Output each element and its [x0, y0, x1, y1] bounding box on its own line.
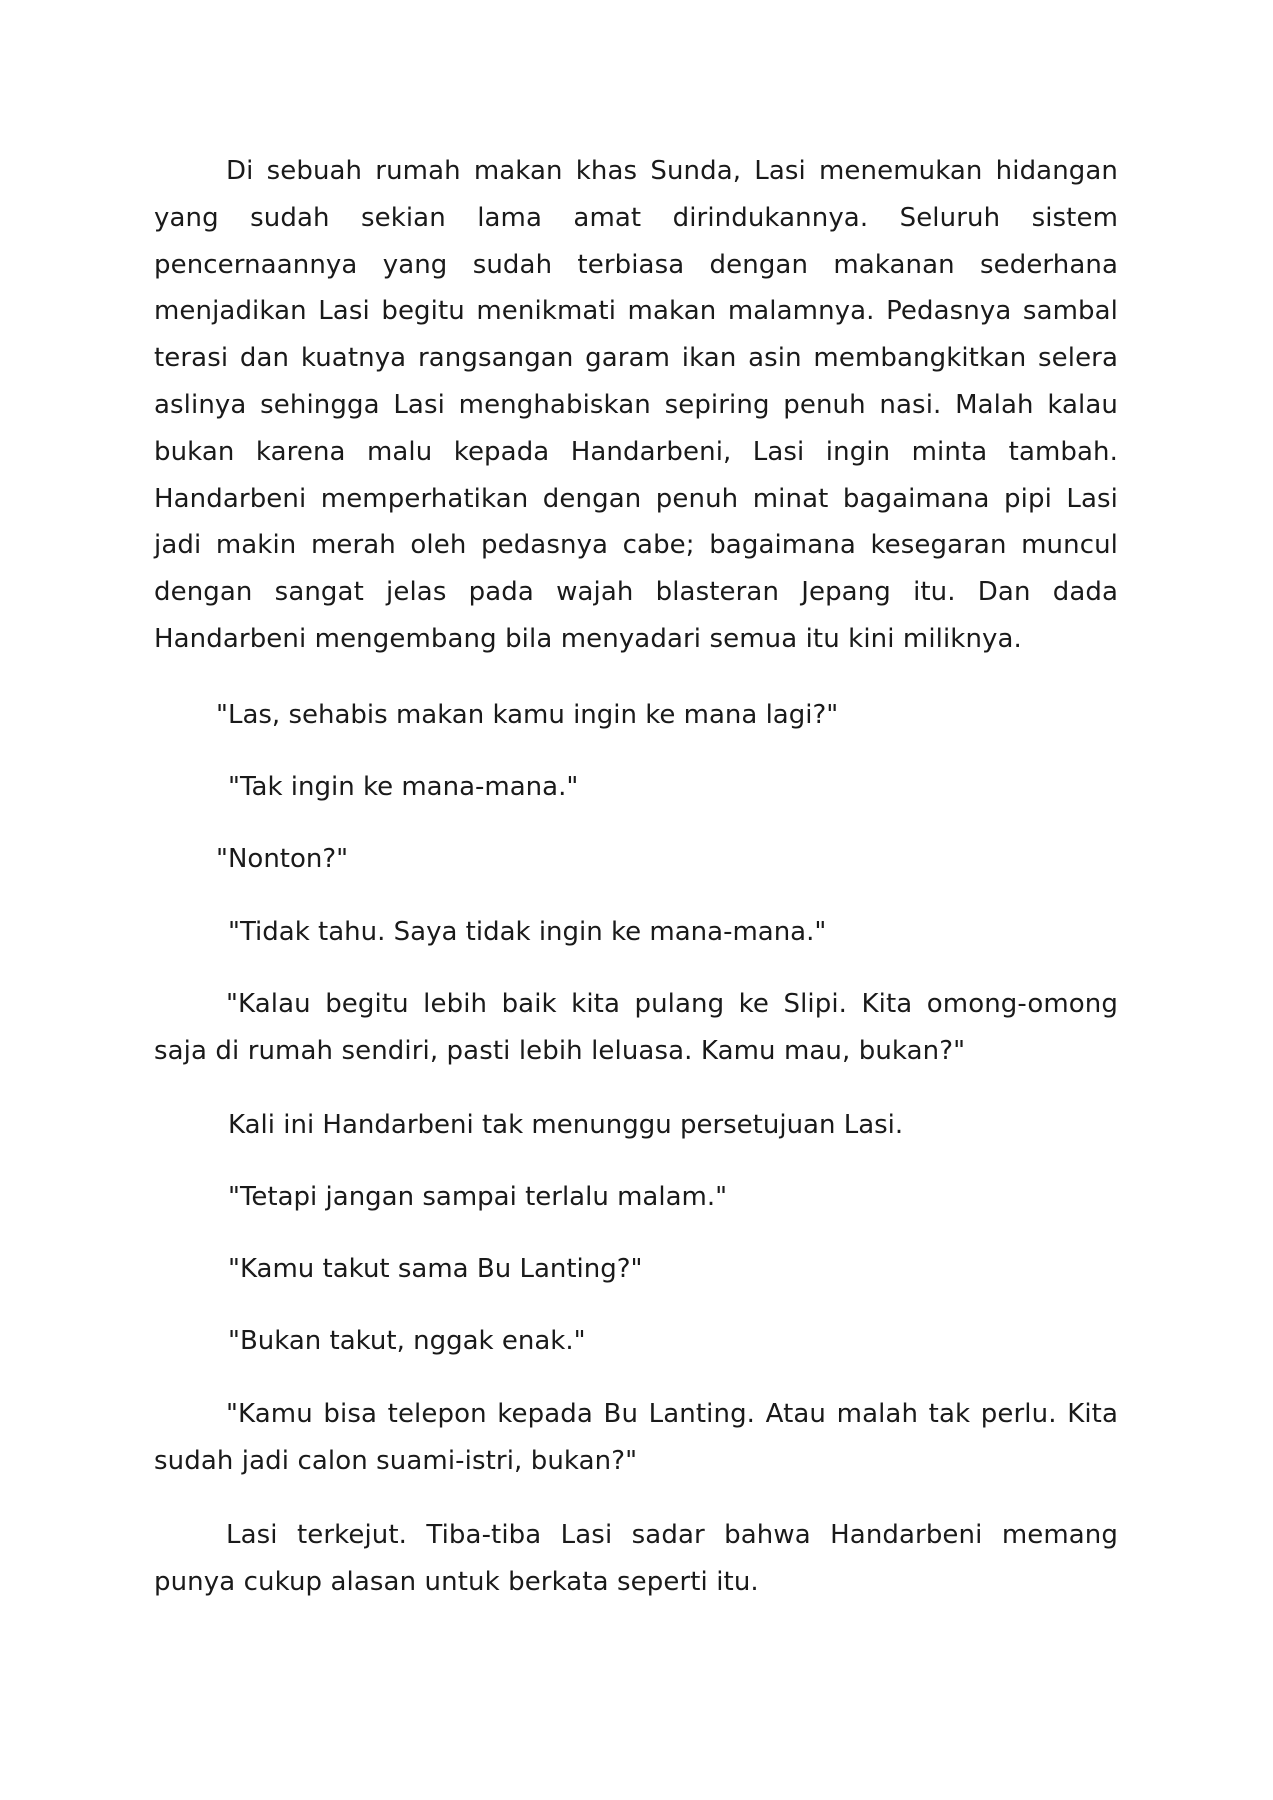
dialogue-line: "Tak ingin ke mana-mana." [228, 772, 579, 802]
narration-line: Kali ini Handarbeni tak menunggu persetujuan Lasi. [228, 1110, 904, 1140]
paragraph-text: Lasi terkejut. Tiba-tiba Lasi sadar bahwa Handarbeni memang punya cukup alasan untuk berkata seperti itu. [154, 1520, 1118, 1597]
paragraph-text: Di sebuah rumah makan khas Sunda, Lasi menemukan hidangan yang sudah sekian lama amat dirindukannya. Seluruh sistem pencernaannya yang sudah terbiasa dengan makanan sederhana menjadikan Lasi begitu menikmati makan malamnya. Pedasnya sambal terasi dan kuatnya rangsangan garam ikan asin membangkitkan selera aslinya sehingga Lasi menghabiskan sepiring penuh nasi. Malah kalau bukan karena malu kepada Handarbeni, Lasi ingin minta tambah. Handarbeni memperhatikan dengan penuh minat bagaimana pipi Lasi jadi makin merah oleh pedasnya cabe; bagaimana kesegaran muncul dengan sangat jelas pada wajah blasteran Jepang itu. Dan dada Handarbeni mengembang bila menyadari semua itu kini miliknya. [154, 156, 1118, 654]
paragraph-text: "Kalau begitu lebih baik kita pulang ke Slipi. Kita omong-omong saja di rumah sendiri, pasti lebih leluasa. Kamu mau, bukan?" [154, 989, 1118, 1066]
paragraph-telepon [154, 1391, 1118, 1485]
dialogue-line: "Las, sehabis makan kamu ingin ke mana lagi?" [216, 700, 839, 730]
paragraph-restaurant [154, 148, 1118, 663]
dialogue-line: "Tidak tahu. Saya tidak ingin ke mana-mana." [228, 917, 827, 947]
paragraph-terkejut [154, 1512, 1118, 1606]
paragraph-slipi [154, 981, 1118, 1075]
dialogue-line: "Kamu takut sama Bu Lanting?" [228, 1254, 643, 1284]
dialogue-line: "Nonton?" [216, 844, 349, 874]
dialogue-line: "Tetapi jangan sampai terlalu malam." [228, 1182, 728, 1212]
paragraph-text: "Kamu bisa telepon kepada Bu Lanting. Atau malah tak perlu. Kita sudah jadi calon suami-istri, bukan?" [154, 1399, 1118, 1476]
dialogue-line: "Bukan takut, nggak enak." [228, 1326, 586, 1356]
